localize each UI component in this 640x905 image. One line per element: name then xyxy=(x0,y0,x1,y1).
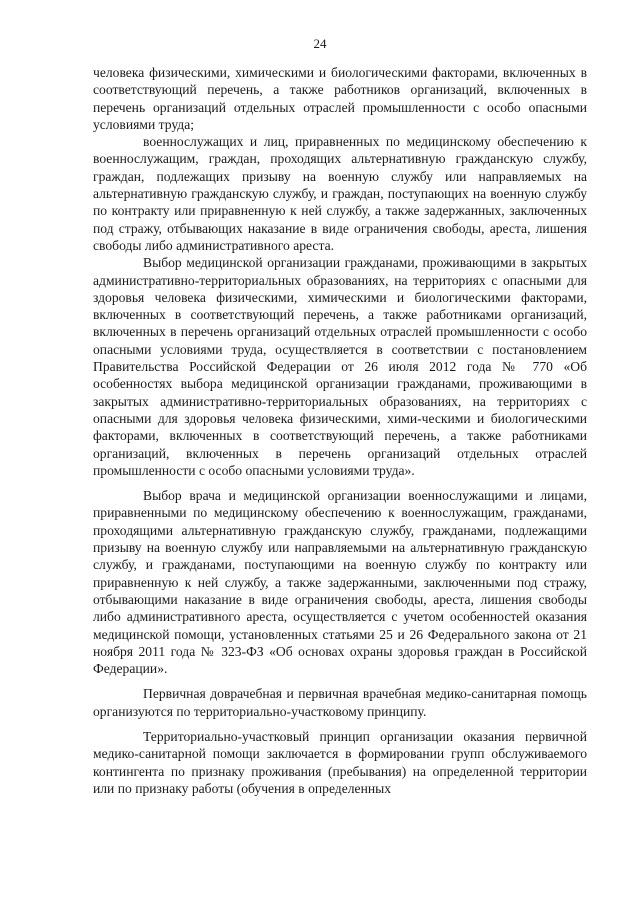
paragraph-territorial-principle: Территориально-участковый принцип организации оказания первичной медико-санитарной помощи заключается в формировании групп обслуживаемого контингента по признаку проживания (пребывания) на определенной территории или по признаку работы (обучения в определенных xyxy=(93,728,587,796)
document-body xyxy=(93,64,587,797)
paragraph-continuation: человека физическими, химическими и биологическими факторами, включенных в соответствующий перечень, а также работников организаций, включенных в перечень организаций отдельных отраслей промышленности с особо опасными условиями труда; xyxy=(93,65,587,132)
paragraph-primary-care: Первичная доврачебная и первичная врачебная медико-санитарная помощь организуются по территориально-участковому принципу. xyxy=(93,686,587,719)
page-number: 24 xyxy=(313,36,327,51)
paragraph-military-personnel: военнослужащих и лиц, приравненных по медицинскому обеспечению к военнослужащим, граждан, проходящих альтернативную гражданскую службу, граждан, подлежащих призыву на военную службу или направляемых на альтернативную гражданскую службу, и граждан, поступающих на военную службу по контракту или приравненную к ней службу, а также задержанных, заключенных под стражу, отбывающих наказание в виде ограничения свободы, ареста, лишения свободы либо административного ареста. xyxy=(93,134,587,253)
paragraph-doctor-choice: Выбор врача и медицинской организации военнослужащими и лицами, приравненными по медицинскому обеспечению к военнослужащим, гражданами, проходящими альтернативную гражданскую службу, гражданами, подлежащими призыву на военную службу или направляемыми на альтернативную гражданскую службу, и гражданами, поступающими на военную службу по контракту или приравненную к ней службу, а также задержанными, заключенными под стражу, отбывающими наказание в виде ограничения свободы, ареста, лишения свободы либо административного ареста, осуществляется с учетом особенностей оказания медицинской помощи, установленных статьями 25 и 26 Федерального закона от 21 ноября 2011 года № 323-ФЗ «Об основах охраны здоровья граждан в Российской Федерации». xyxy=(93,488,587,677)
paragraph-closed-territories: Выбор медицинской организации гражданами, проживающими в закрытых административно-территориальных образованиях, на территориях с опасными для здоровья человека физическими, химическими и биологическими факторами, включенных в соответствующий перечень, а также работниками организаций, включенных в перечень организаций отдельных отраслей промышленности с особо опасными условиями труда, осуществляется в соответствии с постановлением Правительства Российской Федерации от 26 июля 2012 года № 770 «Об особенностях выбора медицинской организации гражданами, проживающими в закрытых административно-территориальных образованиях, на территориях с опасными для здоровья человека физическими, хими-ческими и биологическими факторами, включенных в соответствующий перечень, а также работниками организаций, включенных в перечень организаций отдельных отраслей промышленности с особо опасными условиями труда». xyxy=(93,255,587,478)
